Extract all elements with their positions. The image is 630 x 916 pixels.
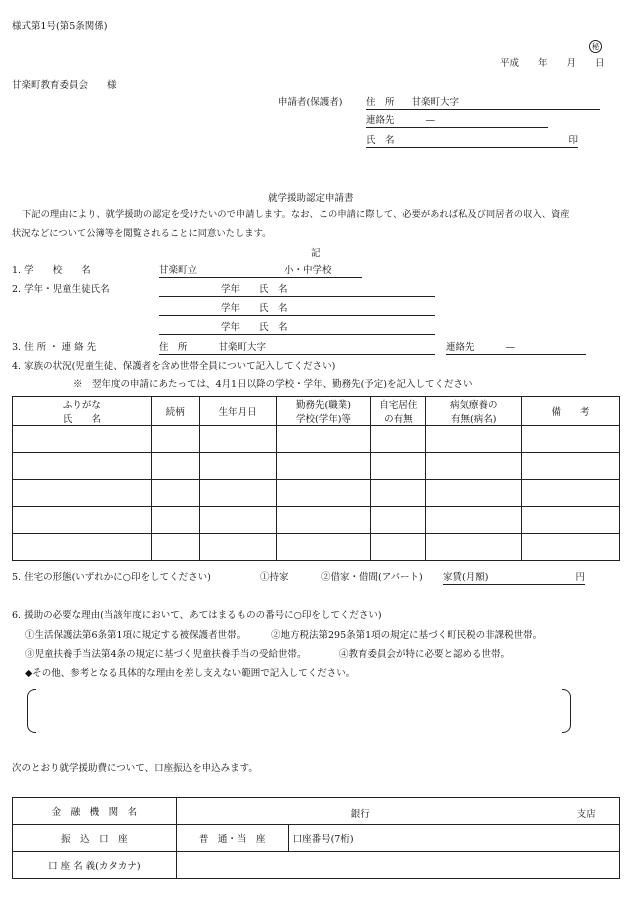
applicant-contact-label: 連絡先 [366, 115, 395, 126]
account-number-field[interactable] [288, 825, 619, 852]
contact-value: — [505, 342, 516, 353]
cell[interactable] [426, 480, 522, 507]
account-number-label: 口座番号(7桁) [292, 834, 354, 845]
applicant-name-field[interactable] [366, 136, 578, 148]
ki-mark: 記 [311, 248, 321, 259]
other-reason-label: ◆その他、参考となる具体的な理由を差し支えない範囲で記入してください。 [25, 668, 356, 679]
school-label: 1. 学 校 名 [12, 265, 91, 276]
cell[interactable] [151, 426, 199, 453]
student-name-label: 氏 名 [259, 303, 288, 314]
rent-unit: 円 [575, 572, 585, 583]
family-table-header [13, 397, 620, 426]
housing-rented-option[interactable]: ②借家・借間(アパート) [321, 572, 423, 583]
grade-label: 学年 [221, 303, 241, 314]
cell[interactable] [276, 453, 371, 480]
table-row [13, 534, 620, 561]
col-name: ふりがな 氏 名 [13, 397, 152, 426]
cell[interactable] [199, 480, 276, 507]
cell[interactable] [13, 453, 152, 480]
cell[interactable] [371, 426, 426, 453]
cell[interactable] [371, 453, 426, 480]
col-residence: 自宅居住 の有無 [371, 397, 426, 426]
cell[interactable] [522, 534, 620, 561]
student-name-label: 氏 名 [259, 284, 288, 295]
applicant-name-label: 氏 名 [366, 135, 395, 146]
bank-suffix: 銀行 [350, 809, 370, 820]
applicant-address-label: 住 所 [366, 97, 395, 108]
cell[interactable] [522, 507, 620, 534]
rent-field[interactable] [443, 573, 585, 585]
student-name-label: 氏 名 [259, 322, 288, 333]
student-label: 2. 学年・児童生徒氏名 [12, 284, 110, 295]
applicant-address-value: 甘楽町大字 [411, 97, 460, 108]
institution-field[interactable] [176, 798, 619, 825]
cell[interactable] [199, 426, 276, 453]
cell[interactable] [371, 507, 426, 534]
address-value: 甘楽町大字 [218, 342, 267, 353]
cell[interactable] [426, 453, 522, 480]
account-label: 振 込 口 座 [13, 825, 177, 852]
intro-line-2: 状況などについて公簿等を閲覧されることに同意いたします。 [12, 228, 272, 239]
other-reason-bracket-left [27, 689, 36, 733]
cell[interactable] [151, 534, 199, 561]
cell[interactable] [276, 507, 371, 534]
school-prefix: 甘楽町立 [159, 265, 198, 276]
cell[interactable] [151, 507, 199, 534]
applicant-contact-value: — [425, 115, 436, 126]
secret-mark: 秘 [589, 40, 602, 53]
cell[interactable] [426, 507, 522, 534]
table-row [13, 453, 620, 480]
date-line: 平成 年 月 日 [500, 58, 605, 69]
cell[interactable] [276, 480, 371, 507]
housing-owned-option[interactable]: ①持家 [260, 572, 289, 583]
cell[interactable] [151, 453, 199, 480]
cell[interactable] [199, 507, 276, 534]
cell[interactable] [13, 507, 152, 534]
contact-label: 連絡先 [446, 342, 475, 353]
bank-row-institution [13, 798, 620, 825]
cell[interactable] [276, 534, 371, 561]
other-reason-bracket-right [562, 689, 571, 733]
student-row[interactable] [159, 285, 435, 297]
cell[interactable] [199, 534, 276, 561]
bank-row-holder [13, 852, 620, 879]
table-row [13, 426, 620, 453]
family-table [12, 396, 620, 561]
addressee: 甘楽町教育委員会 様 [12, 80, 117, 91]
cell[interactable] [13, 480, 152, 507]
branch-suffix: 支店 [576, 809, 596, 820]
other-reason-input[interactable] [38, 690, 558, 732]
applicant-contact-field[interactable] [366, 116, 548, 128]
family-note: ※ 翌年度の申請にあたっては、4月1日以降の学校・学年、勤務先(予定)を記入してください [73, 379, 473, 390]
cell[interactable] [522, 426, 620, 453]
intro-line-1: 下記の理由により、就学援助の認定を受けたいので申請します。なお、この申請に際して、必要があれば私及び同居者の収入、資産 [22, 209, 570, 220]
cell[interactable] [426, 534, 522, 561]
reason-option-2[interactable]: ②地方税法第295条第1項の規定に基づく町民税の非課税世帯。 [271, 630, 543, 641]
col-illness: 病気療養の 有無(病名) [426, 397, 522, 426]
holder-field[interactable] [176, 852, 619, 879]
cell[interactable] [13, 534, 152, 561]
cell[interactable] [371, 480, 426, 507]
housing-label: 5. 住宅の形態(いずれかに○印をしてください) [12, 572, 211, 583]
address-label: 住 所 [159, 342, 188, 353]
cell[interactable] [151, 480, 199, 507]
bank-row-account [13, 825, 620, 852]
rent-label: 家賃(月額) [443, 572, 489, 583]
family-label: 4. 家族の状況(児童生徒、保護者を含め世帯全員について記入してください) [12, 361, 336, 372]
cell[interactable] [426, 426, 522, 453]
cell[interactable] [522, 453, 620, 480]
col-remarks: 備 考 [522, 397, 620, 426]
cell[interactable] [371, 534, 426, 561]
reason-option-3[interactable]: ③児童扶養手当法第4条の規定に基づく児童扶養手当の受給世帯。 [25, 649, 307, 660]
applicant-label: 申請者(保護者) [278, 97, 343, 108]
address-field[interactable] [159, 343, 435, 355]
col-birthdate: 生年月日 [199, 397, 276, 426]
bank-intro: 次のとおり就学援助費について、口座振込を申込みます。 [12, 763, 258, 774]
document-title: 就学援助認定申請書 [268, 193, 354, 204]
contact-field[interactable] [446, 343, 586, 355]
table-row [13, 507, 620, 534]
cell[interactable] [13, 426, 152, 453]
reason-option-4[interactable]: ④教育委員会が特に必要と認める世帯。 [339, 649, 511, 660]
student-row[interactable] [159, 304, 435, 316]
school-suffix: 小・中学校 [284, 265, 332, 276]
holder-label: 口 座 名 義(カタカナ) [13, 852, 177, 879]
col-workplace: 勤務先(職業) 学校(学年)等 [276, 397, 371, 426]
cell[interactable] [199, 453, 276, 480]
reason-label: 6. 援助の必要な理由(当該年度において、あてはまるものの番号に○印をしてください) [12, 610, 382, 621]
institution-label: 金 融 機 関 名 [13, 798, 177, 825]
cell[interactable] [522, 480, 620, 507]
cell[interactable] [276, 426, 371, 453]
school-field[interactable] [159, 266, 362, 278]
secret-stamp [589, 40, 602, 53]
grade-label: 学年 [221, 322, 241, 333]
reason-option-1[interactable]: ①生活保護法第6条第1項に規定する被保護者世帯。 [25, 630, 247, 641]
student-row[interactable] [159, 323, 435, 335]
account-type[interactable]: 普 通・当 座 [176, 825, 288, 852]
col-relation: 続柄 [151, 397, 199, 426]
form-number: 様式第1号(第5条関係) [12, 21, 108, 32]
applicant-address-field[interactable] [366, 98, 600, 110]
address-contact-label: 3. 住 所 ・ 連 絡 先 [12, 342, 97, 353]
seal-mark: 印 [568, 135, 578, 146]
grade-label: 学年 [221, 284, 241, 295]
table-row [13, 480, 620, 507]
bank-table [12, 797, 620, 879]
